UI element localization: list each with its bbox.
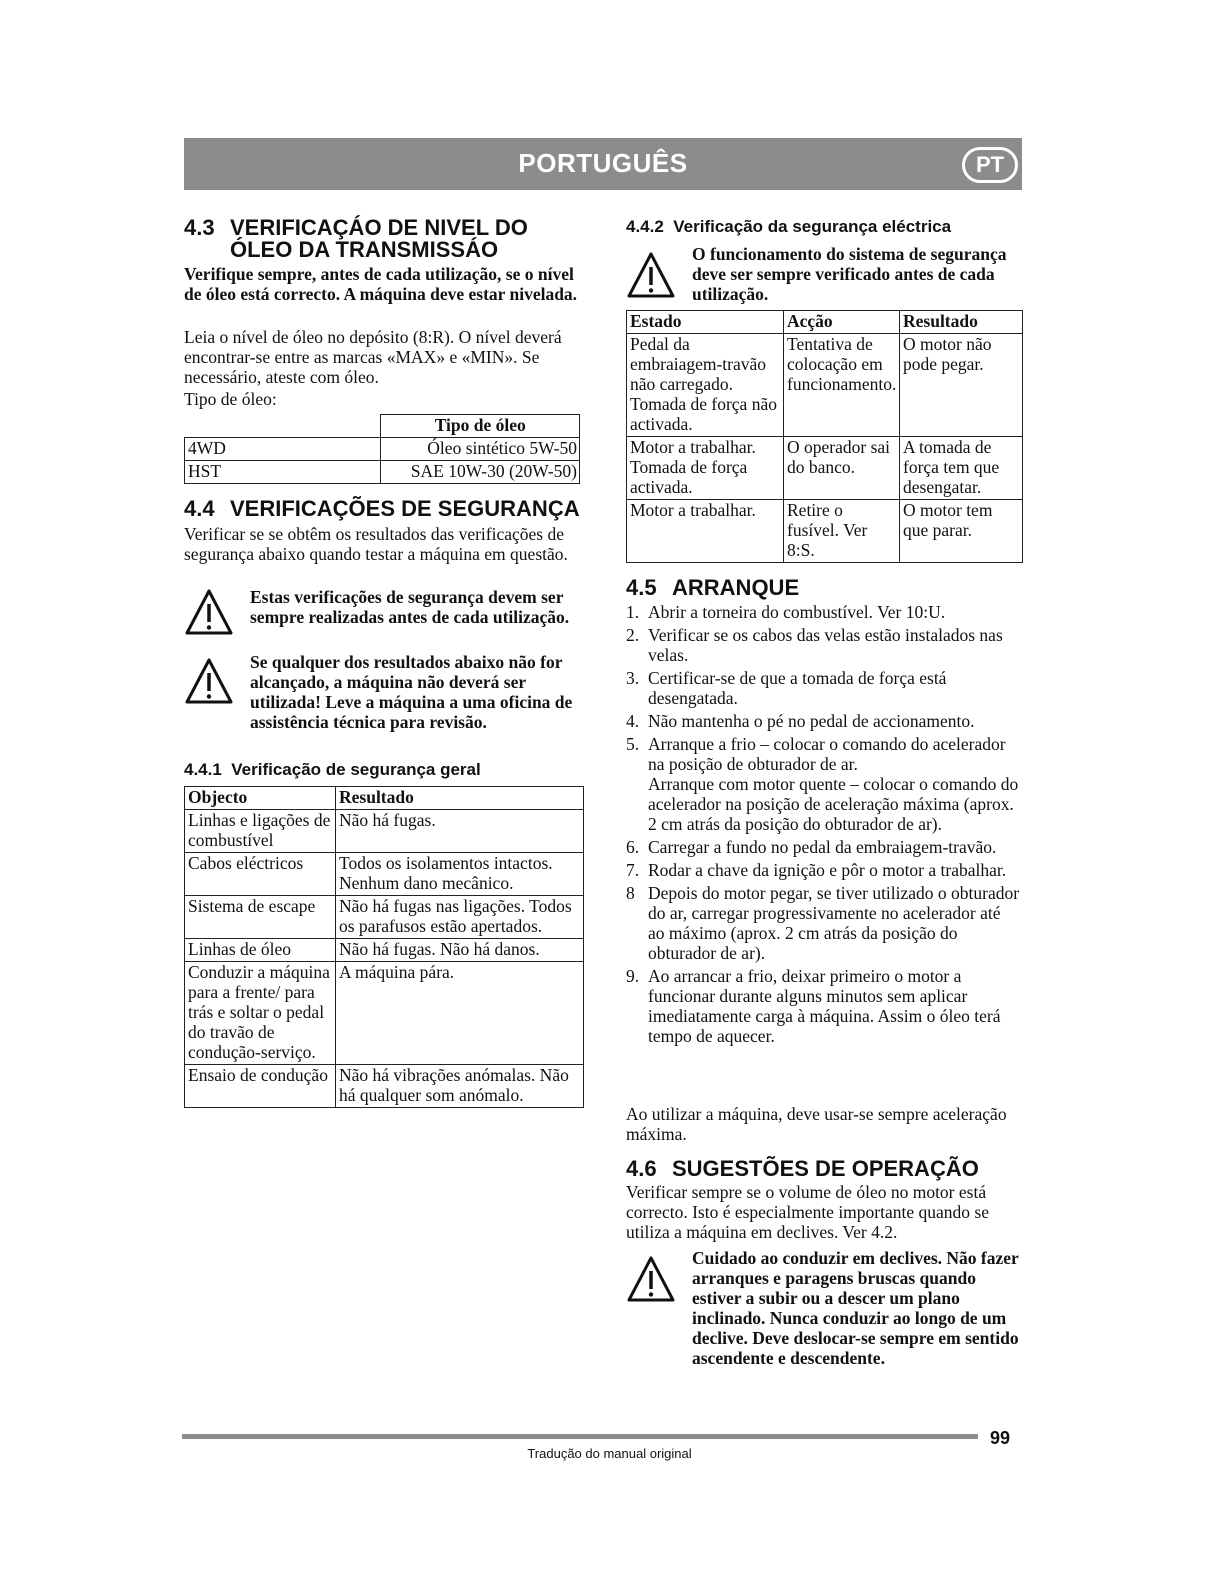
warning-icon bbox=[626, 1254, 676, 1304]
table-row: HST SAE 10W-30 (20W-50) bbox=[185, 461, 580, 484]
section-4-5-title: 4.5 ARRANQUE bbox=[626, 575, 800, 600]
table-row: Ensaio de condução Não há vibrações anómalas. Não há qualquer som anómalo. bbox=[185, 1065, 584, 1108]
list-item: 3. Certificar-se de que a tomada de força está desengatada. bbox=[626, 668, 947, 708]
start-closing-text: Ao utilizar a máquina, deve usar-se sempre aceleração máxima. bbox=[626, 1104, 1007, 1144]
list-item: 1. Abrir a torneira do combustível. Ver 10:U. bbox=[626, 602, 946, 622]
warning-block-4: Cuidado ao conduzir em declives. Não fazer arranques e paragens bruscas quando estiver a subir ou a descer um plano inclinado. Nunca conduzir ao longo de um declive. Deve deslocar-se sempre em sentido ascendente e descendente. bbox=[626, 1248, 1023, 1388]
warning-icon bbox=[626, 250, 676, 300]
list-item: 8 Depois do motor pegar, se tiver utilizado o obturador do ar, carregar progressivamente no acelerador até ao máximo (aprox. 2 cm atrás da posição do obturador de ar). bbox=[626, 883, 1020, 963]
table-row: Cabos eléctricos Todos os isolamentos intactos. Nenhum dano mecânico. bbox=[185, 853, 584, 896]
section-4-6-title: 4.6 SUGESTÕES DE OPERAÇÃO bbox=[626, 1156, 979, 1181]
list-item: 5. Arranque a frio – colocar o comando do acelerador na posição de obturador de ar. Arranque com motor quente – colocar o comando do acelerador na posição de aceleração máxima (aprox. 2 cm atrás da posição do obturador de ar). bbox=[626, 734, 1019, 834]
table-row: Motor a trabalhar. Retire o fusível. Ver 8:S. O motor tem que parar. bbox=[627, 500, 1023, 563]
operation-tips-text: Verificar sempre se o volume de óleo no motor está correcto. Isto é especialmente importante quando se utiliza a máquina em declives. Ver 4.2. bbox=[626, 1182, 989, 1242]
section-4-3-title: 4.3 VERIFICAÇÁO DE NIVEL DO ÓLEO DA TRANSMISSÁO bbox=[184, 215, 528, 262]
general-safety-table: Objecto Resultado Linhas e ligações de combustível Não há fugas. Cabos eléctricos Todos os isolamentos intactos. Nenhum dano mecânico. Sistema de escape Não há fugas nas ligações. Todos os parafusos estão apertados. Linhas de óleo Não há fugas. Não há danos. Conduzir a máquina para a frente/ para trás e soltar o pedal do travão de condução-serviço. A máquina pára. Ensaio de condução Não há vibrações anómalas. Não há qualquer som anómalo. bbox=[184, 786, 584, 1108]
table-row: Pedal da embraiagem-travão não carregado. Tomada de força não activada. Tentativa de colocação em funcionamento. O motor não pode pegar. bbox=[627, 334, 1023, 437]
table-row: Motor a trabalhar. Tomada de força activada. O operador sai do banco. A tomada de força tem que desengatar. bbox=[627, 437, 1023, 500]
warning-block-2: Se qualquer dos resultados abaixo não for alcançado, a máquina não deverá ser utilizada! Leve a máquina a uma oficina de assistência técnica para revisão. bbox=[184, 652, 584, 752]
section-4-4-title: 4.4 VERIFICAÇÕES DE SEGURANÇA bbox=[184, 496, 580, 521]
warning-icon bbox=[184, 587, 234, 637]
warning-icon bbox=[184, 656, 234, 706]
language-badge: PT bbox=[962, 147, 1018, 183]
oil-check-text: Leia o nível de óleo no depósito (8:R). O nível deverá encontrar-se entre as marcas «MAX» e «MIN». Se necessário, ateste com óleo. bbox=[184, 327, 562, 387]
section-4-4-1-title: 4.4.1 Verificação de segurança geral bbox=[184, 760, 481, 779]
list-item: 4. Não mantenha o pé no pedal de accionamento. bbox=[626, 711, 975, 731]
section-4-4-2-title: 4.4.2 Verificação da segurança eléctrica bbox=[626, 217, 952, 236]
start-steps-list bbox=[626, 602, 1021, 1049]
table-row: Sistema de escape Não há fugas nas ligações. Todos os parafusos estão apertados. bbox=[185, 896, 584, 939]
warning-block-3: O funcionamento do sistema de segurança deve ser sempre verificado antes de cada utilização. bbox=[626, 244, 1023, 306]
oil-check-intro: Verifique sempre, antes de cada utilização, se o nível de óleo está correcto. A máquina deve estar nivelada. bbox=[184, 264, 578, 304]
list-item: 7. Rodar a chave da ignição e pôr o motor a trabalhar. bbox=[626, 860, 1007, 880]
safety-intro: Verificar se se obtêm os resultados das verificações de segurança abaixo quando testar a máquina em questão. bbox=[184, 524, 568, 564]
table-row: Conduzir a máquina para a frente/ para trás e soltar o pedal do travão de condução-serviço. A máquina pára. bbox=[185, 962, 584, 1065]
table-row: Linhas de óleo Não há fugas. Não há danos. bbox=[185, 939, 584, 962]
header-banner bbox=[184, 138, 1022, 190]
electrical-safety-table: Estado Acção Resultado Pedal da embraiagem-travão não carregado. Tomada de força não activada. Tentativa de colocação em funcionamento. O motor não pode pegar. Motor a trabalhar. Tomada de força activada. O operador sai do banco. A tomada de força tem que desengatar. Motor a trabalhar. Retire o fusível. Ver 8:S. O motor tem que parar. bbox=[626, 310, 1023, 563]
section-number: 4.3 bbox=[184, 215, 215, 240]
page-number: 99 bbox=[990, 1428, 1011, 1448]
table-row: Linhas e ligações de combustível Não há fugas. bbox=[185, 810, 584, 853]
warning-block-1: Estas verificações de segurança devem ser sempre realizadas antes de cada utilização. bbox=[184, 587, 584, 647]
list-item: 6. Carregar a fundo no pedal da embraiagem-travão. bbox=[626, 837, 997, 857]
list-item: 9. Ao arrancar a frio, deixar primeiro o motor a funcionar durante alguns minutos sem aplicar imediatamente carga à máquina. Assim o óleo terá tempo de aquecer. bbox=[626, 966, 1001, 1046]
oil-type-label: Tipo de óleo: bbox=[184, 389, 277, 409]
oil-type-table: Tipo de óleo 4WD Óleo sintético 5W-50 HST SAE 10W-30 (20W-50) bbox=[184, 414, 580, 484]
language-title: PORTUGUÊS bbox=[518, 148, 688, 178]
table-row: 4WD Óleo sintético 5W-50 bbox=[185, 438, 580, 461]
list-item: 2. Verificar se os cabos das velas estão instalados nas velas. bbox=[626, 625, 1003, 665]
footer-note: Tradução do manual original bbox=[527, 1446, 692, 1461]
footer-rule bbox=[182, 1434, 978, 1439]
